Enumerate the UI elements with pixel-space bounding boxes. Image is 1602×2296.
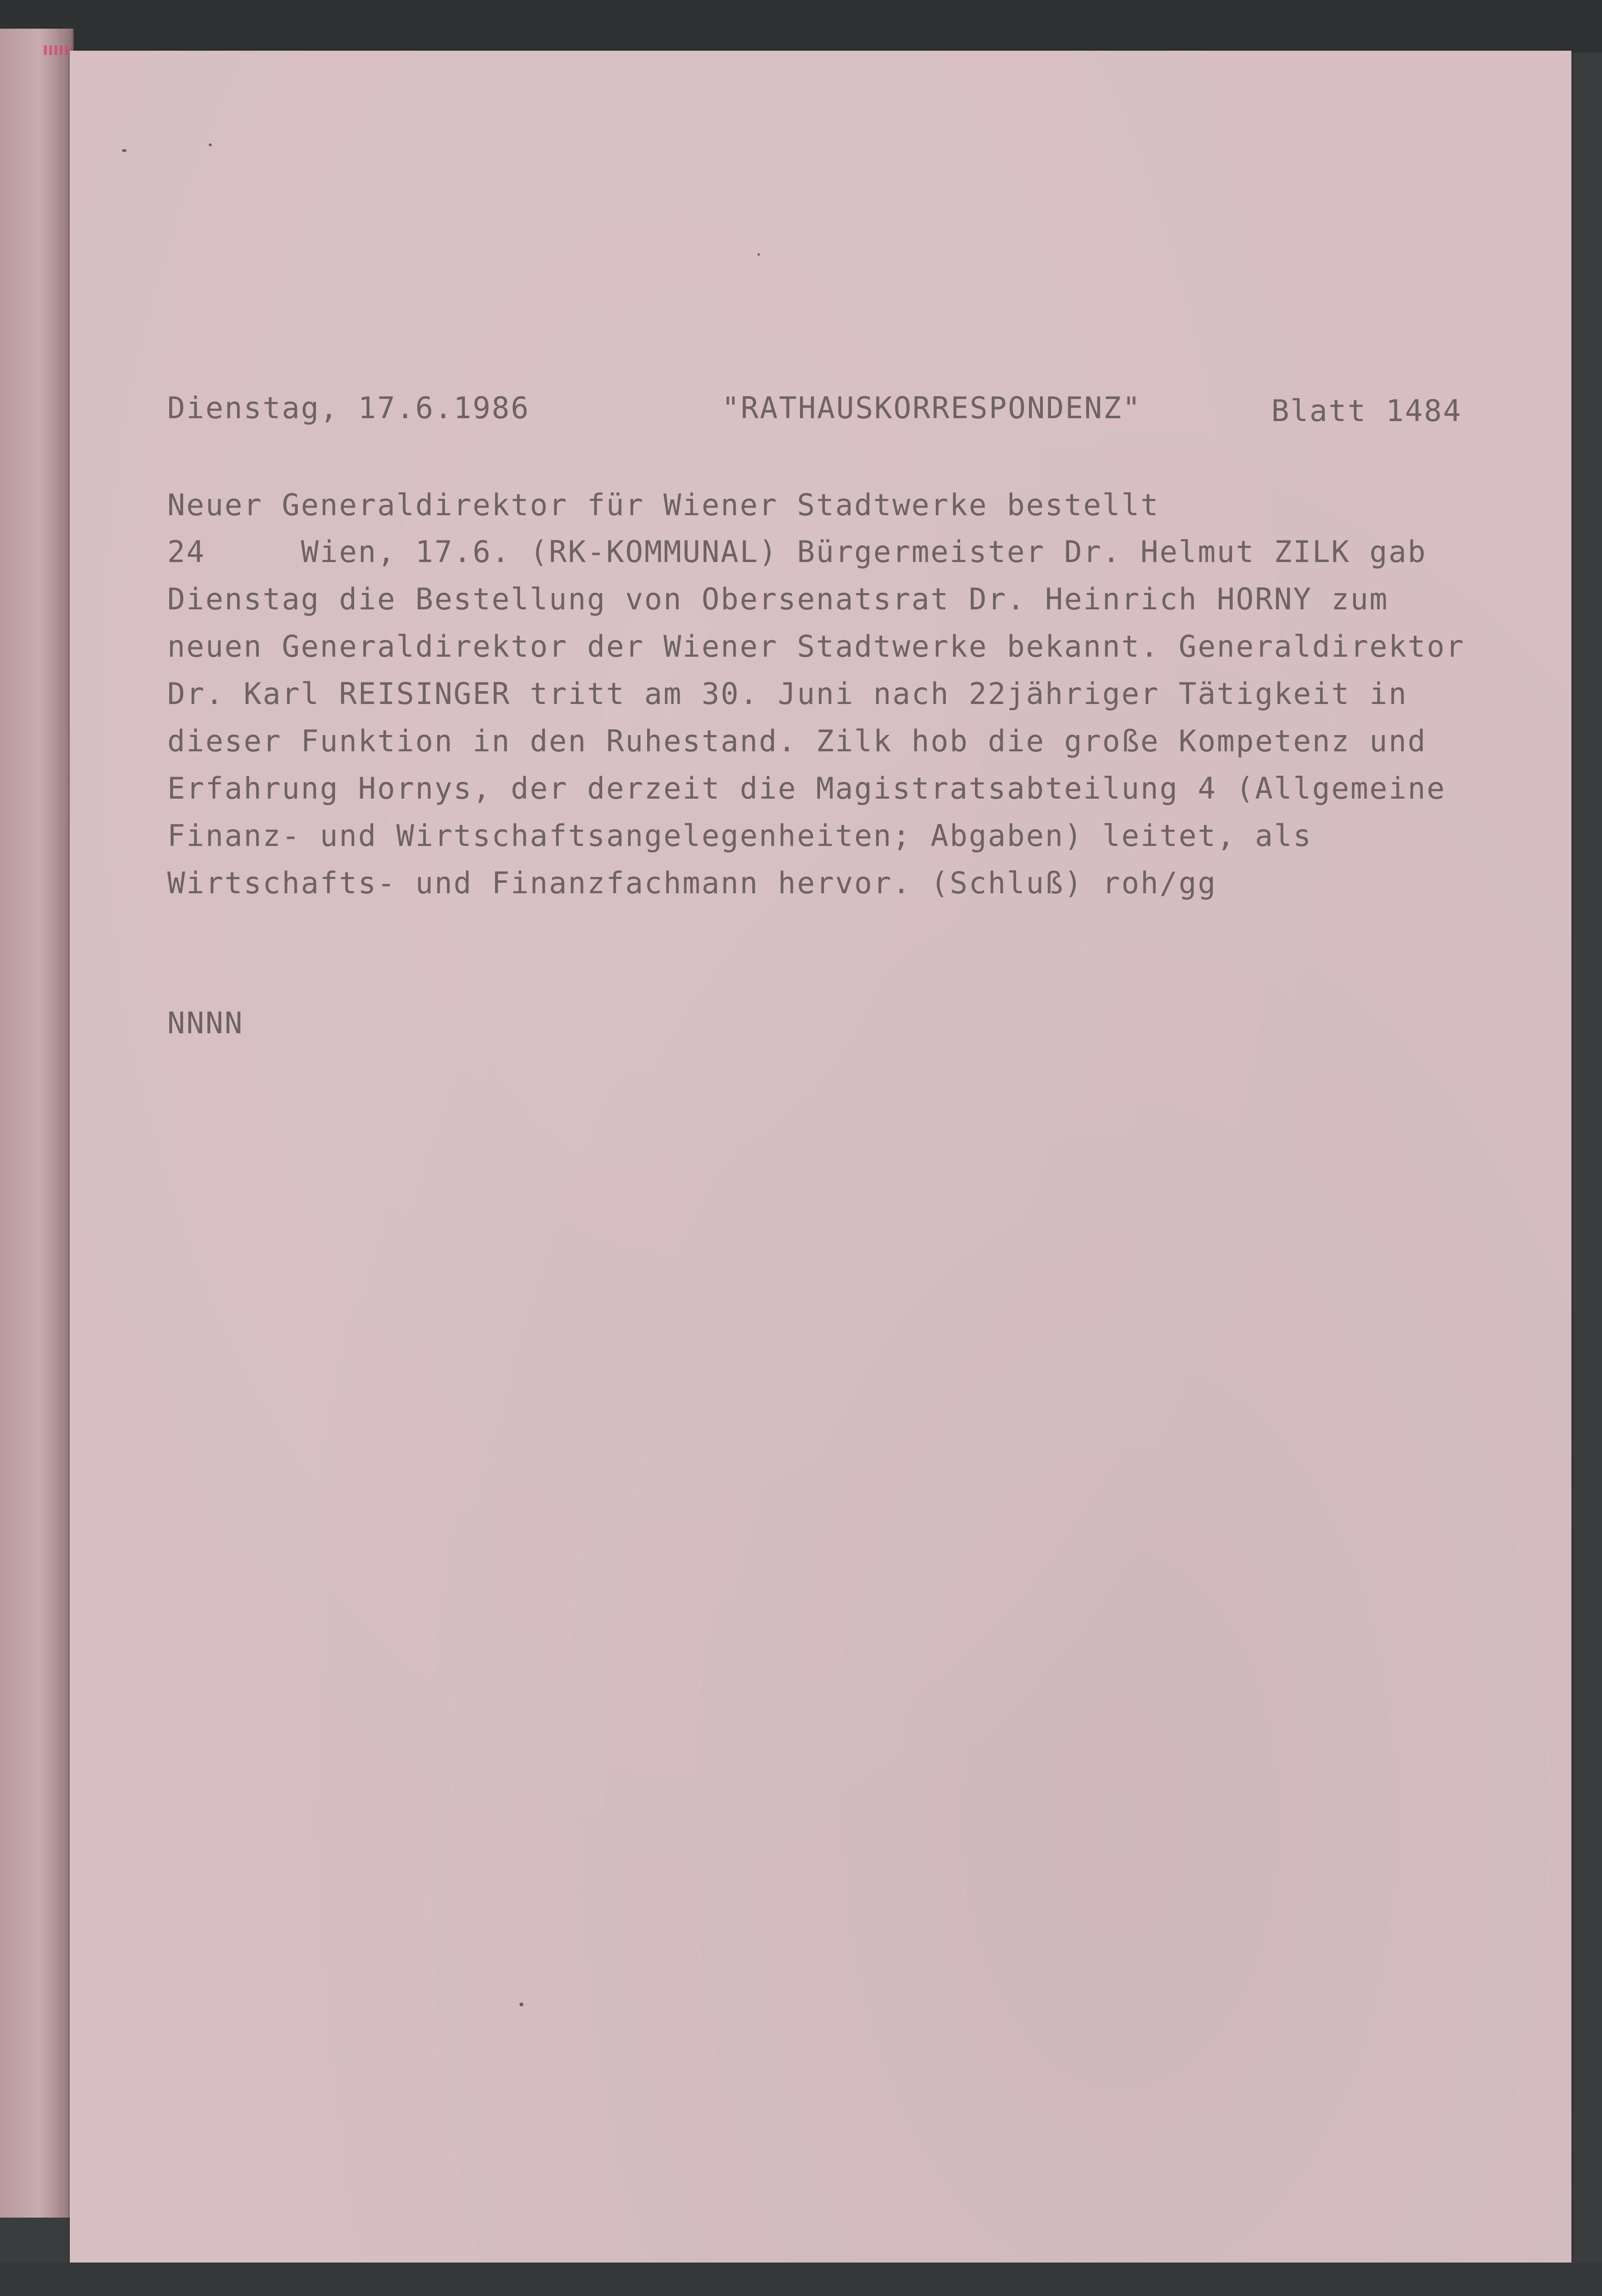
document-page <box>70 51 1571 2263</box>
article-line: Finanz- und Wirtschaftsangelegenheiten; Abgaben) leitet, als <box>167 818 1312 853</box>
scanner-background-bottom <box>0 2263 1602 2296</box>
article-line: Dr. Karl REISINGER tritt am 30. Juni nach 22jähriger Tätigkeit in <box>167 676 1408 711</box>
header-title: "RATHAUSKORRESPONDENZ" <box>722 390 1142 425</box>
paper-speck <box>122 149 127 152</box>
article-line: neuen Generaldirektor der Wiener Stadtwerke bekannt. Generaldirektor <box>167 629 1465 664</box>
paper-speck <box>209 143 212 146</box>
header-date: Dienstag, 17.6.1986 <box>167 390 530 425</box>
paper-speck <box>520 2003 523 2006</box>
article-line: Wirtschafts- und Finanzfachmann hervor. (Schluß) roh/gg <box>167 866 1217 900</box>
scanner-background-top <box>0 0 1602 53</box>
article-line: Dienstag die Bestellung von Obersenatsrat Dr. Heinrich HORNY zum <box>167 582 1389 617</box>
binding-stitching <box>44 45 73 55</box>
article-line: Erfahrung Hornys, der derzeit die Magistratsabteilung 4 (Allgemeine <box>167 771 1446 806</box>
article-line: 24 Wien, 17.6. (RK-KOMMUNAL) Bürgermeister Dr. Helmut ZILK gab <box>167 534 1427 569</box>
binding-edge <box>0 29 74 2218</box>
paper-speck <box>758 253 760 256</box>
end-marker: NNNN <box>167 1006 244 1040</box>
header-page-number: Blatt 1484 <box>1271 393 1462 428</box>
article-line: dieser Funktion in den Ruhestand. Zilk hob die große Kompetenz und <box>167 724 1427 758</box>
article-headline: Neuer Generaldirektor für Wiener Stadtwerke bestellt <box>167 487 1160 522</box>
